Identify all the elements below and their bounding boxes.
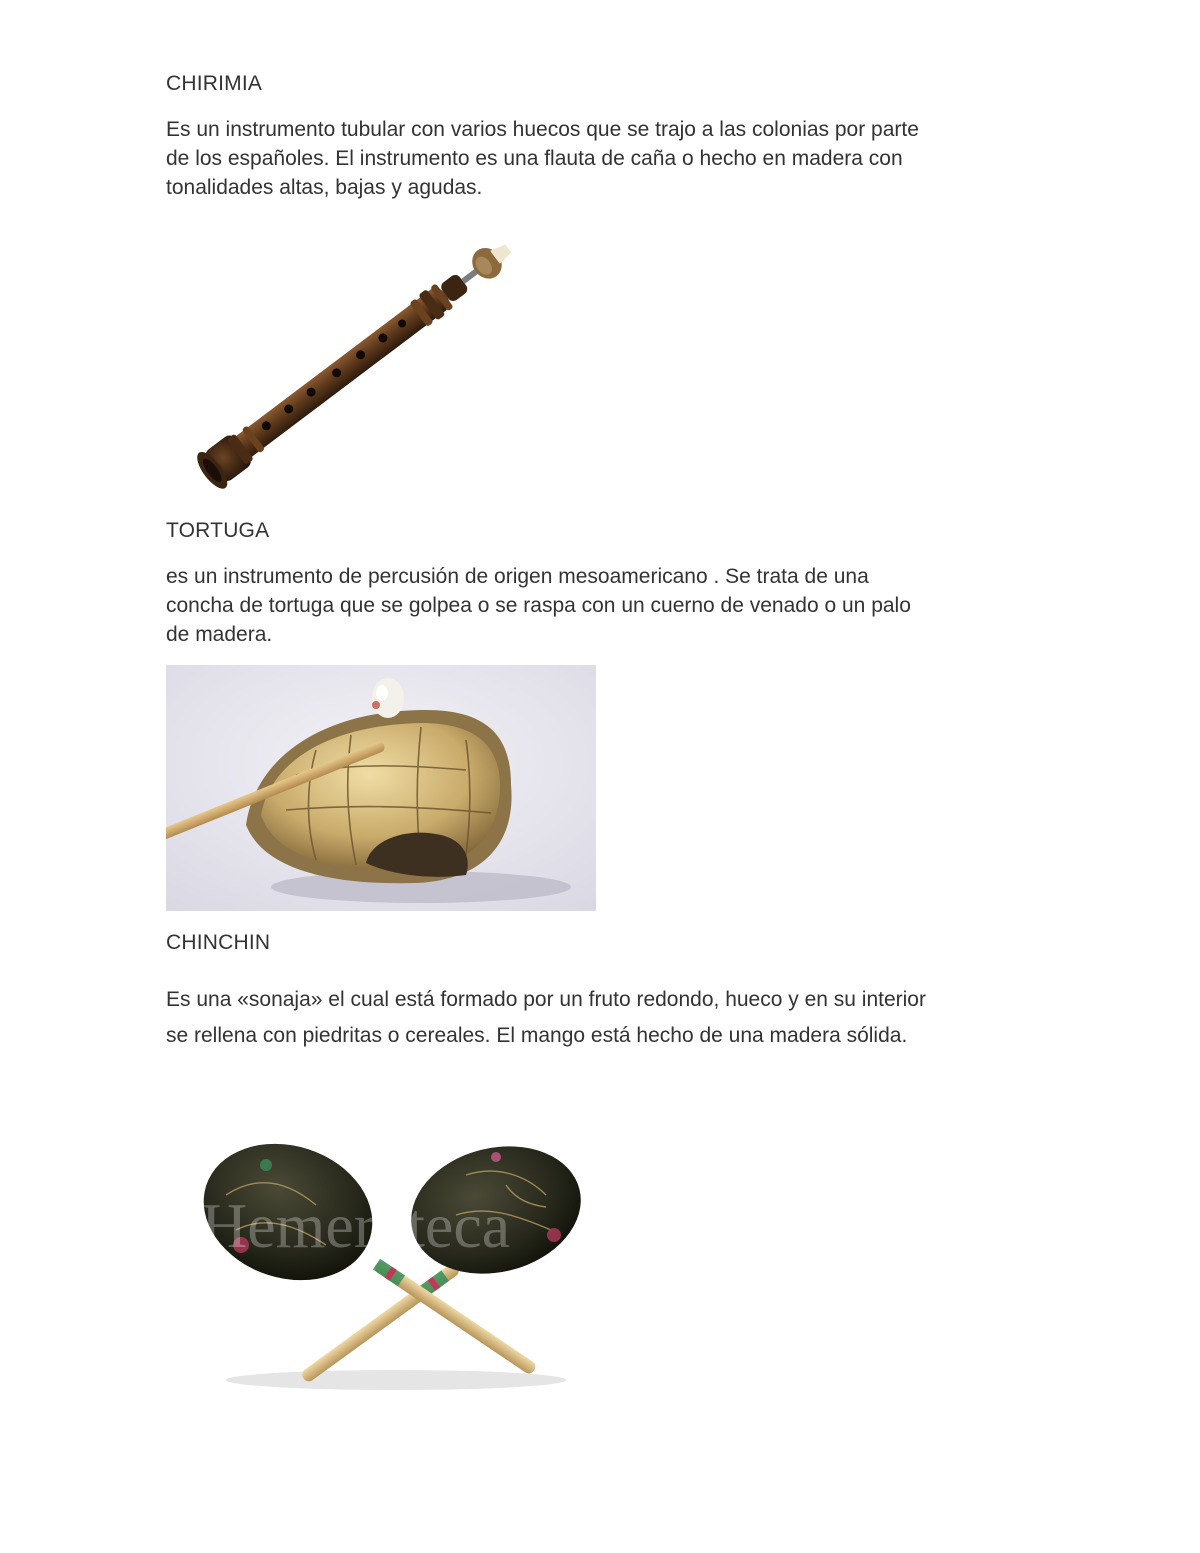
paragraph-line: concha de tortuga que se golpea o se raspa con un cuerno de venado o un palo xyxy=(166,594,911,617)
watermark-text: Hemeroteca xyxy=(201,1190,511,1261)
paragraph-tortuga xyxy=(166,562,1036,649)
chinchin-image xyxy=(166,1135,614,1400)
paragraph-line: de madera. xyxy=(166,623,273,646)
paragraph-line: Es un instrumento tubular con varios huecos que se trajo a las colonias por parte xyxy=(166,118,919,141)
heading-tortuga: TORTUGA xyxy=(166,519,270,542)
heading-chirimia: CHIRIMIA xyxy=(166,72,263,95)
heading-chinchin: CHINCHIN xyxy=(166,931,271,954)
chirimia-image xyxy=(166,222,546,500)
paragraph-line: Es una «sonaja» el cual está formado por un fruto redondo, hueco y en su interior xyxy=(166,988,926,1011)
paragraph-line: se rellena con piedritas o cereales. El mango está hecho de una madera sólida. xyxy=(166,1024,908,1047)
paragraph-line: es un instrumento de percusión de origen mesoamericano . Se trata de una xyxy=(166,565,869,588)
paragraph-chinchin xyxy=(166,982,1036,1054)
paragraph-line: de los españoles. El instrumento es una flauta de caña o hecho en madera con xyxy=(166,147,903,170)
tortuga-image xyxy=(166,665,596,911)
paragraph-line: tonalidades altas, bajas y agudas. xyxy=(166,176,483,199)
paragraph-chirimia xyxy=(166,115,1036,202)
